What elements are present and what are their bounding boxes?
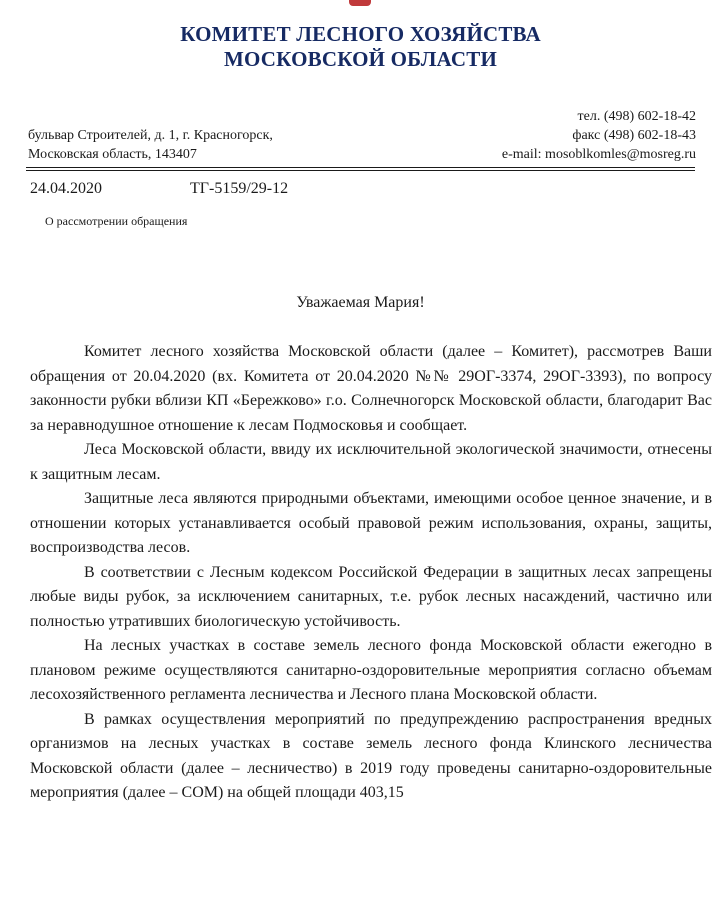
header-divider-top: [26, 167, 695, 168]
organization-name-line2: МОСКОВСКОЙ ОБЛАСТИ: [224, 47, 497, 71]
paragraph: На лесных участках в составе земель лесного фонда Московской области ежегодно в плановом режиме осуществляются санитарно-оздоровительные мероприятия согласно объемам лесохозяйственного регламента лесничества и Лесного плана Московской области.: [30, 637, 712, 703]
paragraph: В рамках осуществления мероприятий по предупреждению распространения вредных организмов на лесных участках в составе земель лесного фонда Клинского лесничества Московской области (далее – лесничество) в 2019 году проведены санитарно-оздоровительные мероприятия (далее – СОМ) на общей площади 403,15: [30, 710, 712, 801]
address-line2: Московская область, 143407: [28, 147, 197, 162]
contacts-block: [502, 107, 696, 164]
letter-subject: О рассмотрении обращения: [45, 214, 188, 228]
paragraph: Леса Московской области, ввиду их исключительной экологической значимости, отнесены к защитным лесам.: [30, 441, 712, 483]
paragraph: В соответствии с Лесным кодексом Российской Федерации в защитных лесах запрещены любые виды рубок, за исключением санитарных, т.е. рубок лесных насаждений, частично или полностью утративших биологическую устойчивость.: [30, 563, 712, 630]
address-line1: бульвар Строителей, д. 1, г. Красногорск,: [28, 128, 273, 143]
registration-date: 24.04.2020: [30, 180, 102, 197]
salutation: Уважаемая Мария!: [296, 294, 425, 311]
address-block: [28, 126, 273, 164]
phone-number: тел. (498) 602-18-42: [577, 109, 696, 124]
letter-body: [30, 340, 712, 806]
paragraph: Защитные леса являются природными объектами, имеющими особое ценное значение, и в отношении которых устанавливается особый правовой режим использования, охраны, защиты, воспроизводства лесов.: [30, 490, 712, 556]
email-address: e-mail: mosoblkomles@mosreg.ru: [501, 147, 696, 162]
organization-name-line1: КОМИТЕТ ЛЕСНОГО ХОЗЯЙСТВА: [180, 22, 541, 46]
emblem-fragment: [349, 0, 371, 6]
fax-number: факс (498) 602-18-43: [572, 128, 696, 143]
paragraph: Комитет лесного хозяйства Московской области (далее – Комитет), рассмотрев Ваши обращения от 20.04.2020 (вх. Комитета от 20.04.2020 №№ 29ОГ-3374, 29ОГ-3393), по вопросу законности рубки вблизи КП «Бережково» г.о. Солнечногорск Московской области, благодарит Вас за неравнодушное отношение к лесам Подмосковья и сообщает.: [30, 343, 712, 434]
header-divider-bottom: [26, 170, 695, 171]
registration-number: ТГ-5159/29-12: [190, 180, 289, 197]
